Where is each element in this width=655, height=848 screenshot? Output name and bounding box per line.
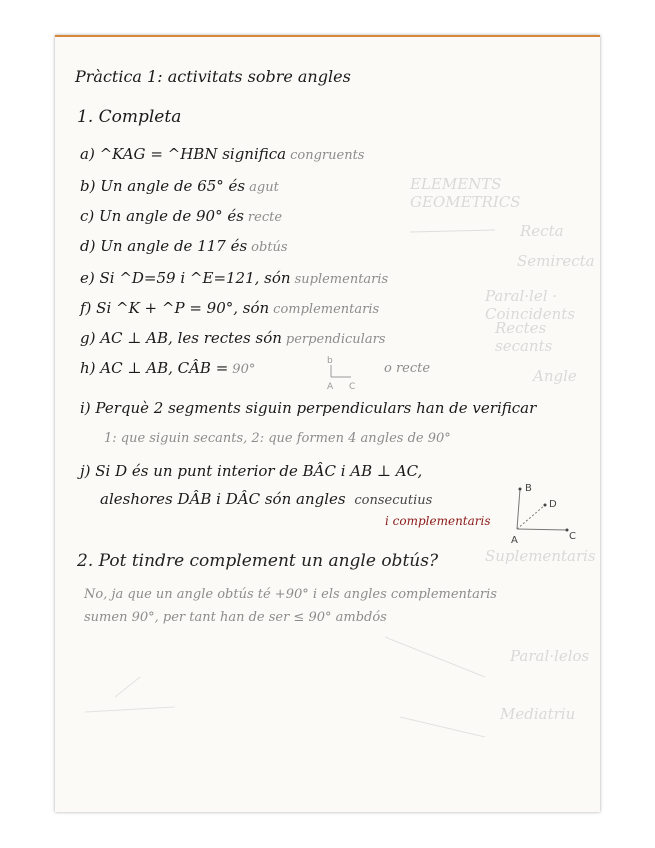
item-prefix: c) Un angle de 90° és [80, 207, 244, 225]
ghost-text: Recta [520, 222, 564, 240]
item-answer: 90° [232, 362, 256, 377]
diagram-label-d: D [549, 499, 557, 510]
item-prefix: g) AC ⊥ AB, les rectes són [80, 329, 282, 347]
ghost-text: Angle [533, 367, 577, 385]
sketch-label-b: b [327, 356, 333, 366]
item-a [80, 145, 364, 163]
item-answer: suplementaris [294, 272, 389, 287]
item-i-answer: 1: que siguin secants, 2: que formen 4 angles de 90° [104, 431, 451, 446]
item-prefix: b) Un angle de 65° és [80, 177, 246, 195]
item-h [80, 359, 255, 377]
item-answer: complementaris [273, 302, 380, 317]
item-answer: recte [247, 210, 283, 225]
right-angle-sketch [317, 349, 377, 393]
item-i-question: i) Perquè 2 segments siguin perpendiculars han de verificar [80, 399, 537, 417]
ghost-text: ELEMENTS GEOMETRICS [410, 175, 521, 211]
section2-heading: 2. Pot tindre complement un angle obtús? [77, 551, 439, 571]
ghost-text: Paral·lel · Coincidents [485, 287, 576, 323]
notebook-page [55, 35, 600, 812]
ghost-text: Rectes secants [495, 319, 553, 355]
ghost-text: Suplementaris [485, 547, 596, 565]
item-j-prefix: aleshores DÂB i DÂC són angles [100, 490, 346, 508]
ghost-text: Mediatriu [500, 705, 576, 723]
sketch-label-a: A [327, 382, 334, 392]
item-j-line1: j) Si D és un punt interior de BÂC i AB ⊥ AC, [80, 462, 423, 480]
item-c [80, 207, 282, 225]
sketch-label-c: C [349, 382, 356, 392]
angle-diagram [505, 477, 585, 547]
item-j-answer1: consecutius [354, 493, 433, 508]
diagram-label-a: A [511, 535, 518, 546]
item-h-tail: o recte [384, 361, 431, 376]
item-answer: congruents [290, 148, 365, 163]
diagram-label-c: C [569, 531, 576, 542]
item-prefix: e) Si ^D=59 i ^E=121, són [80, 269, 291, 287]
item-b [80, 177, 279, 195]
item-g [80, 329, 385, 347]
item-f [80, 299, 379, 317]
item-j-answer2: i complementaris [385, 514, 491, 528]
item-j-line2 [100, 490, 432, 508]
item-answer: perpendiculars [285, 332, 386, 347]
item-prefix: a) ^KAG = ^HBN significa [80, 145, 287, 163]
item-prefix: f) Si ^K + ^P = 90°, són [80, 299, 270, 317]
item-answer: obtús [251, 240, 288, 255]
item-prefix: h) AC ⊥ AB, CÂB = [80, 359, 229, 377]
item-d [80, 237, 288, 255]
section2-answer-line2: sumen 90°, per tant han de ser ≤ 90° ambdós [84, 610, 387, 625]
page-title: Pràctica 1: activitats sobre angles [75, 67, 351, 86]
section1-heading: 1. Completa [77, 107, 182, 127]
section2-answer-line1: No, ja que un angle obtús té +90° i els angles complementaris [84, 587, 497, 602]
item-prefix: d) Un angle de 117 és [80, 237, 248, 255]
diagram-label-b: B [525, 483, 532, 494]
ghost-text: Paral·lelos [510, 647, 590, 665]
item-answer: agut [249, 180, 279, 195]
ghost-text: Semirecta [517, 252, 595, 270]
item-e [80, 269, 388, 287]
